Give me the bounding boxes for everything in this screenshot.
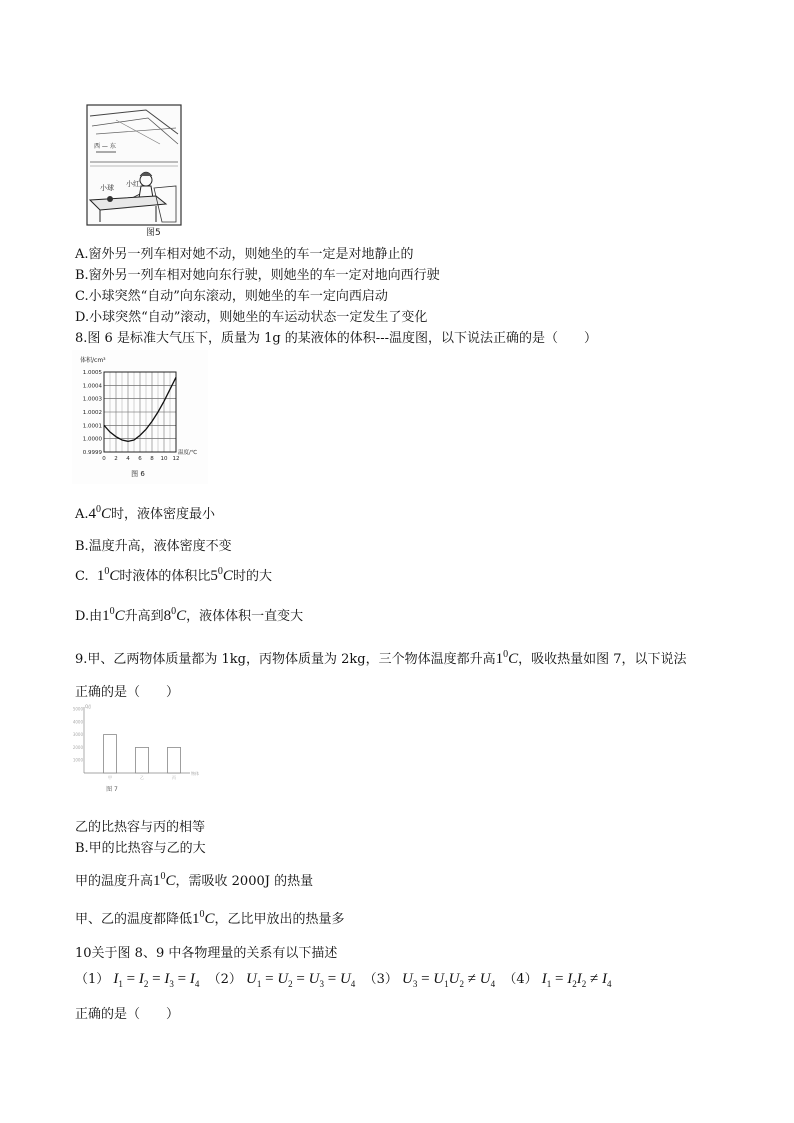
figure-6-xtick-label: 10 xyxy=(160,456,168,462)
q10-item4-number: （4） xyxy=(503,972,538,987)
q8-option-d-text: ，液体体积一直变大 xyxy=(186,609,304,624)
figure-6-ytick-label: 1.0000 xyxy=(82,436,102,443)
q10-relations xyxy=(75,968,611,989)
q8-option-c-temp2: $5^0C$ xyxy=(210,566,233,584)
figure-5 xyxy=(86,104,182,238)
q10-item3-number: （3） xyxy=(363,972,398,987)
q8-option-c-temp1: $1^0C$ xyxy=(96,566,120,584)
figure-7-category-label: 乙 xyxy=(140,775,144,780)
q10-item1-number: （1） xyxy=(75,972,110,987)
q8-stem: 8.图 6 是标准大气压下，质量为 1g 的某液体的体积---温度图，以下说法正确的是（ ） xyxy=(75,331,597,346)
figure-7-chart xyxy=(70,703,200,799)
figure-7-bar xyxy=(104,735,117,773)
q8-option-a-temp: $4^0C$ xyxy=(88,504,112,522)
q9-option-b: B.甲的比热容与乙的大 xyxy=(75,841,206,856)
q7-option-d: D.小球突然“自动”滚动，则她坐的车运动状态一定发生了变化 xyxy=(75,310,428,325)
q8-option-c-prefix: C. xyxy=(75,569,89,584)
q10-stem: 10关于图 8、9 中各物理量的关系有以下描述 xyxy=(75,946,338,961)
q9-option-c-prefix: 甲的温度升高 xyxy=(75,874,154,889)
figure-7-ytick-label: 2000 xyxy=(72,744,83,750)
q9-stem-line2: 正确的是（ ） xyxy=(75,685,180,700)
figure-6-chart xyxy=(72,350,208,484)
figure-7-ytick-label: 3000 xyxy=(72,732,83,738)
q10-relation-2: $U_1 = U_2 = U_3 = U_4$ xyxy=(246,971,356,989)
figure-5-ball-label: 小球 xyxy=(100,184,114,192)
q9-option-d xyxy=(75,908,345,928)
q9-option-c-text: ，需吸收 2000J 的热量 xyxy=(175,874,314,889)
figure-6-xtick-label: 6 xyxy=(138,456,142,462)
ball-icon xyxy=(107,196,113,202)
figure-7-bar xyxy=(136,747,149,773)
figure-6-ytick-label: 1.0005 xyxy=(82,370,102,376)
q8-option-a xyxy=(75,503,215,523)
figure-7-xlabel: 物体 xyxy=(191,771,199,776)
figure-7-category-label: 甲 xyxy=(108,775,112,780)
q9-stem-line1 xyxy=(75,648,687,668)
q8-option-c xyxy=(75,565,272,585)
figure-6-xtick-label: 0 xyxy=(102,456,106,462)
q8-option-d-prefix: D.由 xyxy=(75,609,103,624)
figure-6-ylabel: 体积/cm³ xyxy=(80,357,106,364)
figure-5-direction-label: 西 — 东 xyxy=(94,143,116,150)
figure-6-xtick-label: 2 xyxy=(114,456,118,462)
q7-option-a: A.窗外另一列车相对她不动，则她坐的车一定是对地静止的 xyxy=(75,247,414,262)
q9-option-c xyxy=(75,870,313,890)
q8-option-c-text: 时的大 xyxy=(232,569,272,584)
figure-7-svg xyxy=(70,703,200,799)
q8-option-a-text: 时，液体密度最小 xyxy=(111,507,216,522)
figure-6-ytick-label: 1.0002 xyxy=(82,410,102,416)
q8-option-b: B.温度升高，液体密度不变 xyxy=(75,539,232,554)
q9-option-d-text: ，乙比甲放出的热量多 xyxy=(214,912,345,927)
figure-6-xlabel: 温度/℃ xyxy=(178,450,198,456)
figure-5-caption: 图5 xyxy=(146,228,161,238)
figure-6-xtick-label: 8 xyxy=(150,456,154,462)
q8-option-d-temp2: $8^0C$ xyxy=(163,606,187,624)
q10-relation-1: $I_1 = I_2 = I_3 = I_4$ xyxy=(113,971,200,989)
q7-option-c: C.小球突然“自动”向东滚动，则她坐的车一定向西启动 xyxy=(75,289,388,304)
q8-option-c-mid: 时液体的体积比 xyxy=(119,569,211,584)
q10-relation-3: $U_3 = U_1U_2 \ne U_4$ xyxy=(401,971,496,989)
q9-option-a: 乙的比热容与丙的相等 xyxy=(75,820,206,835)
q9-stem-suffix: ，吸收热量如图 7，以下说法 xyxy=(518,652,687,667)
figure-6-ytick-label: 1.0004 xyxy=(82,383,102,390)
figure-6-xtick-label: 4 xyxy=(126,456,130,462)
figure-5-girl-label: 小红 xyxy=(126,180,140,188)
q10-item2-number: （2） xyxy=(207,972,242,987)
figure-7-bar xyxy=(168,747,181,773)
q9-stem-temp: $1^0C$ xyxy=(495,649,519,667)
q10-relation-4: $I_1 = I_2I_2 \ne I_4$ xyxy=(541,971,612,989)
q9-option-c-temp: $1^0C$ xyxy=(153,871,176,889)
figure-6-ytick-label: 1.0003 xyxy=(82,396,102,403)
q8-option-d-mid: 升高到 xyxy=(124,609,164,624)
q9-option-d-prefix: 甲、乙的温度都降低 xyxy=(75,912,193,927)
q9-stem-prefix: 9.甲、乙两物体质量都为 1kg，丙物体质量为 2kg，三个物体温度都升高 xyxy=(75,652,496,667)
figure-7-category-label: 丙 xyxy=(172,775,176,780)
figure-7-caption: 图 7 xyxy=(106,786,118,793)
q9-option-d-temp: $1^0C$ xyxy=(192,909,215,927)
figure-7-ytick-label: 1000 xyxy=(72,757,83,763)
q8-option-a-prefix: A. xyxy=(75,507,89,522)
figure-7-ylabel: Q/J xyxy=(85,704,91,709)
figure-6-ytick-label: 0.9999 xyxy=(82,450,102,456)
figure-6-svg xyxy=(72,350,208,484)
figure-6-caption: 图 6 xyxy=(131,470,145,478)
figure-7-ytick-label: 5000 xyxy=(72,706,83,712)
figure-5-drawing xyxy=(86,104,182,238)
figure-6-ytick-label: 1.0001 xyxy=(82,423,102,430)
q8-option-d-temp1: $1^0C$ xyxy=(102,606,125,624)
q7-option-b: B.窗外另一列车相对她向东行驶，则她坐的车一定对地向西行驶 xyxy=(75,268,440,283)
q10-answer-prompt: 正确的是（ ） xyxy=(75,1007,180,1022)
figure-6-xtick-label: 12 xyxy=(172,456,180,462)
q8-option-d xyxy=(75,605,303,625)
figure-7-ytick-label: 4000 xyxy=(72,719,83,725)
